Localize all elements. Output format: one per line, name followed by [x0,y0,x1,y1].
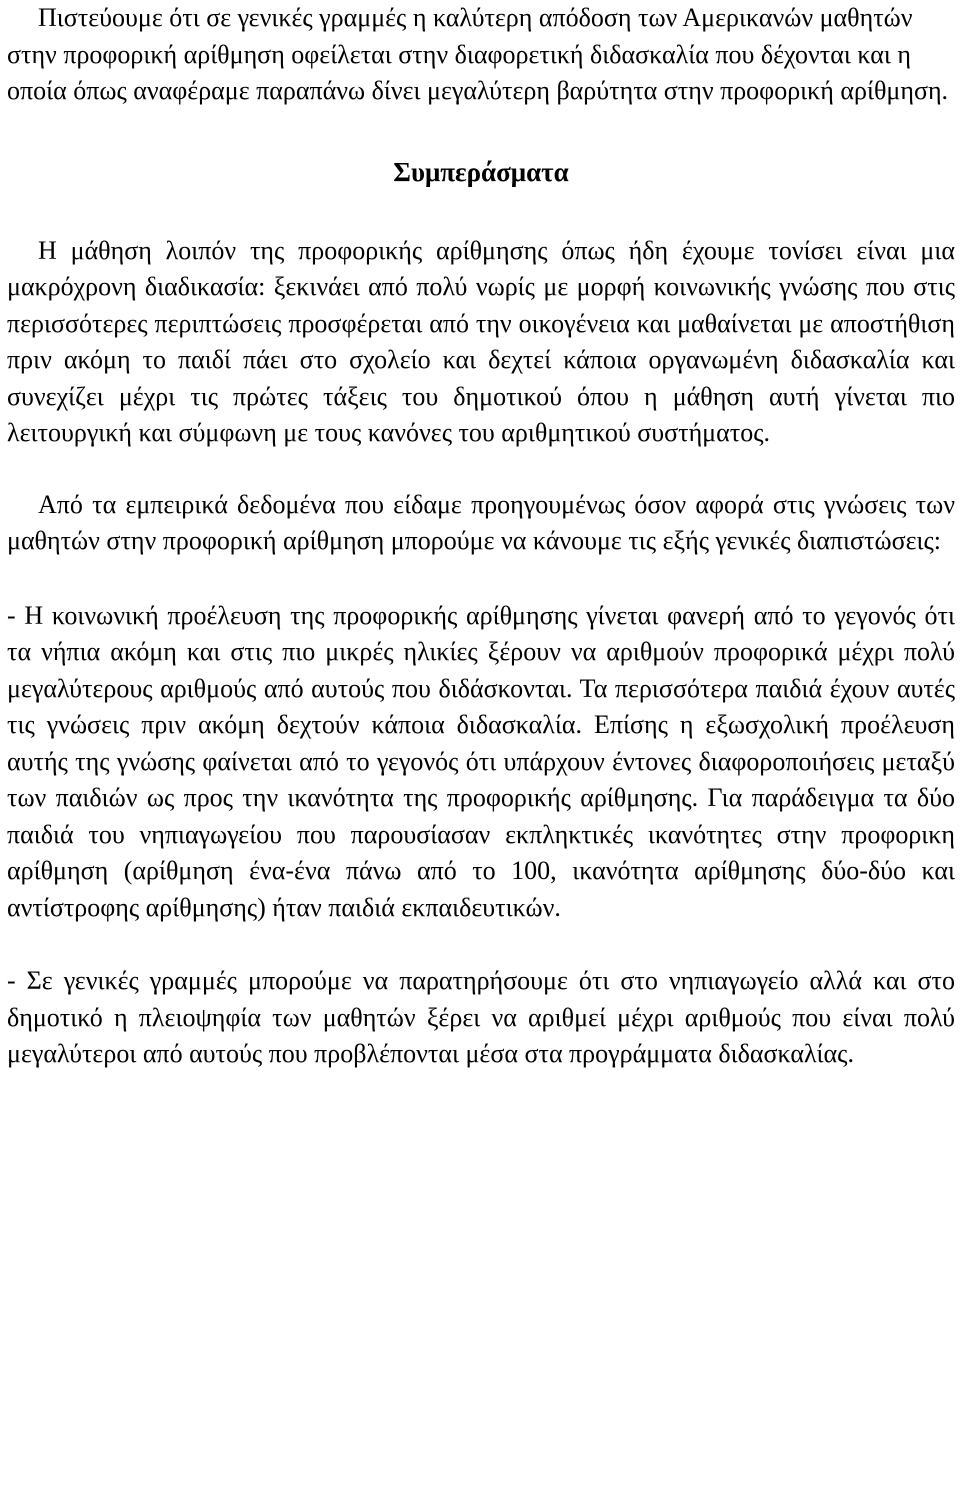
section-heading: Συμπεράσματα [393,156,569,187]
paragraph-general-observation: - Σε γενικές γραμμές μπορούμε να παρατηρήσουμε ότι στο νηπιαγωγείο αλλά και στο δημοτικό η πλειοψηφία των μαθητών ξέρει να αριθμεί μέχρι αριθμούς που είναι πολύ μεγαλύτεροι από αυτούς που προβλέπονται μέσα στα προγράμματα διδασκαλίας. [7,966,955,1068]
paragraph-empirical-findings: Από τα εμπειρικά δεδομένα που είδαμε προηγουμένως όσον αφορά στις γνώσεις των μαθητών στην προφορική αρίθμηση μπορούμε να κάνουμε τις εξής γενικές διαπιστώσεις: [7,489,955,555]
paragraph-social-origin: - Η κοινωνική προέλευση της προφορικής αρίθμησης γίνεται φανερή από το γεγονός ότι τα νήπια ακόμη και στις πιο μικρές ηλικίες ξέρουν να αριθμούν προφορικά μέχρι πολύ μεγαλύτερους αριθμούς από αυτούς που διδάσκονται. Τα περισσότερα παιδιά έχουν αυτές τις γνώσεις πριν ακόμη δεχτούν κάποια διδασκαλία. Επίσης η εξωσχολική προέλευση αυτής της γνώσης φαίνεται από το γεγονός ότι υπάρχουν έντονες διαφοροποιήσεις μεταξύ των παιδιών ως προς την ικανότητα της προφορικής αρίθμησης. Για παράδειγμα τα δύο παιδιά του νηπιαγωγείου που παρουσίασαν εκπληκτικές ικανότητες στην προφορικη αρίθμηση (αρίθμηση ένα-ένα πάνω από το 100, ικανότητα αρίθμησης δύο-δύο και αντίστροφης αρίθμησης) ήταν παιδιά εκπαιδευτικών. [7,600,955,922]
intro-paragraph: Πιστεύουμε ότι σε γενικές γραμμές η καλύτερη απόδοση των Αμερικανών μαθητών στην προφορική αρίθμηση οφείλεται στην διαφορετική διδασκαλία που δέχονται και η οποία όπως αναφέραμε παραπάνω δίνει μεγαλύτερη βαρύτητα στην προφορική αρίθμηση. [7,3,949,105]
paragraph-learning-process: Η μάθηση λοιπόν της προφορικής αρίθμησης όπως ήδη έχουμε τονίσει είναι μια μακρόχρονη διαδικασία: ξεκινάει από πολύ νωρίς με μορφή κοινωνικής γνώσης που στις περισσότερες περιπτώσεις προσφέρεται από την οικογένεια και μαθαίνεται με αποστήθιση πριν ακόμη το παιδί πάει στο σχολείο και δεχτεί κάποια οργανωμένη διδασκαλία και συνεχίζει μέχρι τις πρώτες τάξεις του δημοτικού όπου η μάθηση αυτή γίνεται πιο λειτουργική και σύμφωνη με τους κανόνες του αριθμητικού συστήματος. [7,235,955,447]
document-page [7,0,955,1073]
